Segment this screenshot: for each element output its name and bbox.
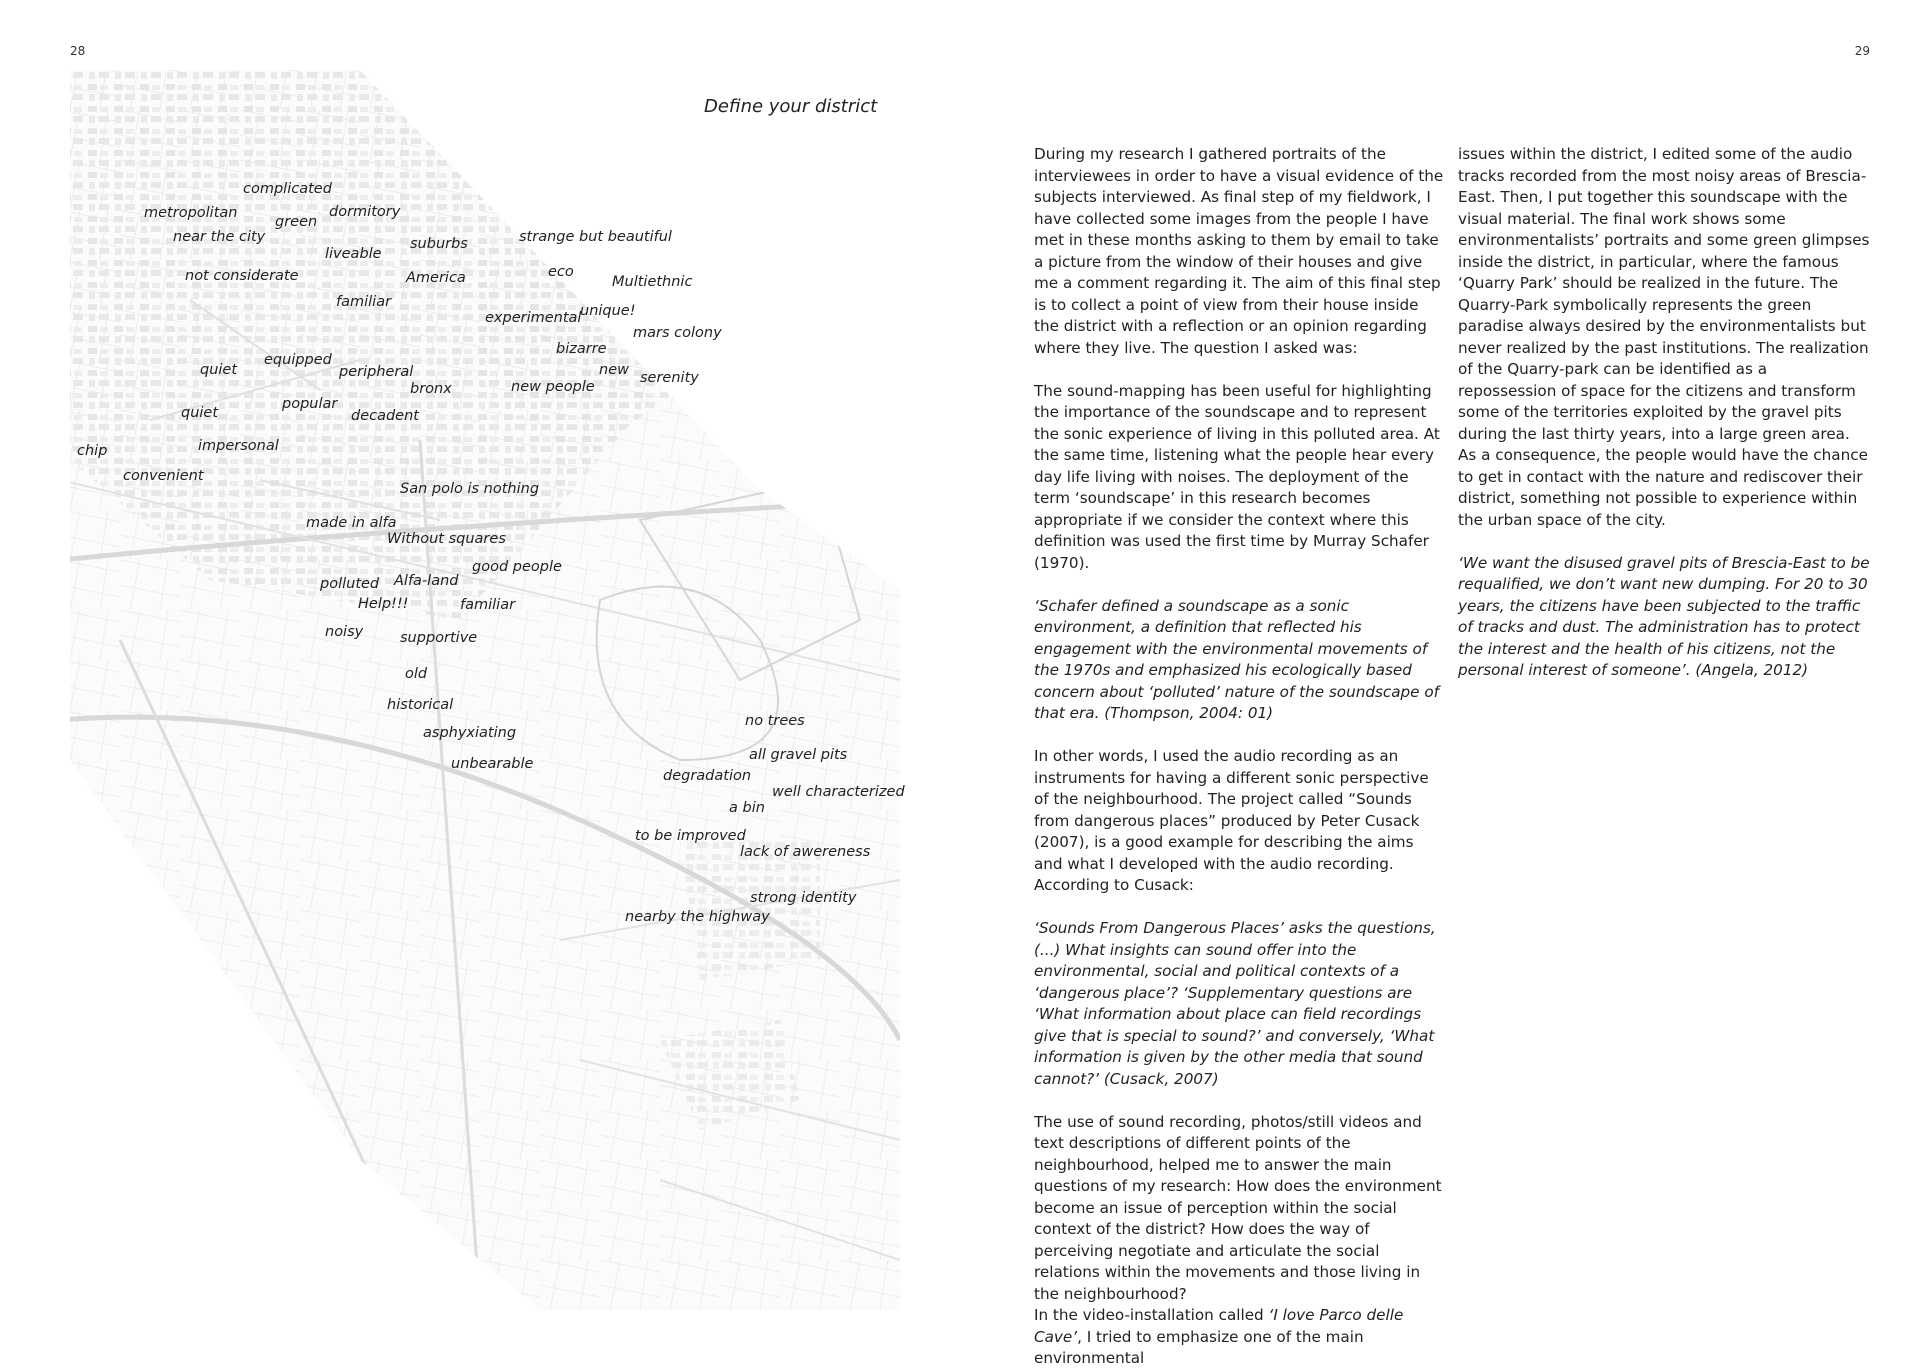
map-word: complicated xyxy=(243,181,332,197)
map-word: eco xyxy=(548,264,574,280)
map-word: degradation xyxy=(663,768,752,784)
map-word: green xyxy=(275,214,318,230)
map-word: unique! xyxy=(580,303,636,319)
map-word: old xyxy=(405,666,428,682)
paragraph: The use of sound recording, photos/still videos and text descriptions of different points of the neighbourhood, helped me to answer the main questions of my research: How does the environment become an issue of perception within the social context of the district? How does the way of perceiving negotiate and articulate the social relations within the movements and those living in the neighbourhood? xyxy=(1034,1112,1442,1303)
map-word: quiet xyxy=(181,405,219,421)
map-word: convenient xyxy=(123,468,204,484)
map-word: near the city xyxy=(173,229,266,245)
map-word: Multiethnic xyxy=(612,274,693,290)
map-word: popular xyxy=(282,396,338,412)
map-word: suburbs xyxy=(410,236,468,252)
text-column-1 xyxy=(1034,144,1446,1370)
map-word: metropolitan xyxy=(144,205,238,221)
map-word: decadent xyxy=(351,408,419,424)
paragraph: During my research I gathered portraits of the interviewees in order to have a visual evidence of the subjects interviewed. As final step of my fieldwork, I have collected some images from the people I have met in these months asking to them by email to take a picture from the window of their houses and give me a comment regarding it. The aim of this final step is to collect a point of view from their house inside the district with a reflection or an opinion regarding where they live. The question I asked was: xyxy=(1034,145,1444,357)
paragraph: The sound-mapping has been useful for highlighting the importance of the soundscape and to represent the sonic experience of living in this polluted area. At the same time, listening what the people hear every day life living with noises. The deployment of the term ‘soundscape’ in this research becomes appropriate if we consider the context where this definition was used the first time by Murray Schafer (1970). xyxy=(1034,381,1440,572)
map-word: dormitory xyxy=(329,204,401,220)
paragraph-text: In the video-installation called xyxy=(1034,1306,1269,1324)
map-word: good people xyxy=(472,559,562,575)
map-word: Help!!! xyxy=(358,596,409,612)
text-column-2 xyxy=(1458,144,1870,703)
map-word: lack of awereness xyxy=(740,844,871,860)
map-word: strange but beautiful xyxy=(519,229,672,245)
paragraph xyxy=(1034,1305,1446,1370)
quote: ‘Schafer defined a soundscape as a sonic environment, a definition that reflected his engagement with the environmental movements of the 1970s and emphasized his ecologically based concern about ‘polluted’ nature of the soundscape of that era. (Thompson, 2004: 01) xyxy=(1034,596,1439,722)
map-word: familiar xyxy=(460,597,516,613)
installation-title: ‘I love Parco delle Cave’ xyxy=(1034,1306,1404,1346)
map-word: mars colony xyxy=(633,325,722,341)
map-word: supportive xyxy=(400,630,478,646)
map-word: asphyxiating xyxy=(423,725,517,741)
map-word: Without squares xyxy=(387,531,506,547)
map-word: no trees xyxy=(745,713,805,729)
map-word: unbearable xyxy=(451,756,534,772)
map-word: not considerate xyxy=(185,268,299,284)
map-word: familiar xyxy=(336,294,392,310)
page-number-right: 29 xyxy=(1854,44,1870,58)
map-word: polluted xyxy=(320,576,380,592)
map-word: all gravel pits xyxy=(749,747,848,763)
map-word: experimental xyxy=(485,310,582,326)
map-word: liveable xyxy=(325,246,382,262)
map-word: bizarre xyxy=(556,341,607,357)
map-word: strong identity xyxy=(750,890,857,906)
quote: ‘Sounds From Dangerous Places’ asks the questions, (...) What insights can sound offer into the environmental, social and political contexts of a ‘dangerous place’? ‘Supplementary questions are ‘What information about place can field recordings give that is special to sound?’ and conversely, ‘What information is given by the other media that sound cannot?’ (Cusack, 2007) xyxy=(1034,919,1436,1088)
map-word: America xyxy=(406,270,466,286)
map-word: equipped xyxy=(264,352,332,368)
paragraph-text: , I tried to emphasize one of the main environmental xyxy=(1034,1327,1364,1367)
district-map xyxy=(60,60,900,1310)
map-word: bronx xyxy=(410,381,452,397)
map-word: Alfa-land xyxy=(394,573,459,589)
map-word: San polo is nothing xyxy=(400,481,540,497)
map-word: a bin xyxy=(729,800,765,816)
map-word: serenity xyxy=(640,370,699,386)
map-word: noisy xyxy=(325,624,364,640)
page-title: Define your district xyxy=(704,96,878,117)
map-word: historical xyxy=(387,697,454,713)
map-word: well characterized xyxy=(772,784,905,800)
map-word: peripheral xyxy=(339,364,414,380)
map-word: new xyxy=(599,362,629,378)
map-word: to be improved xyxy=(635,828,746,844)
paragraph: In other words, I used the audio recording as an instruments for having a different sonic perspective of the neighbourhood. The project called “Sounds from dangerous places” produced by Peter Cusack (2007), is a good example for describing the aims and what I developed with the audio recording. According to Cusack: xyxy=(1034,747,1429,894)
map-word: made in alfa xyxy=(306,515,397,531)
page-number-left: 28 xyxy=(70,44,86,58)
paragraph: issues within the district, I edited some of the audio tracks recorded from the most noisy areas of Brescia-East. Then, I put together this soundscape with the visual material. The final work shows some environmentalists’ portraits and some green glimpses inside the district, in particular, where the famous ‘Quarry Park’ should be realized in the future. The Quarry-Park symbolically represents the green paradise always desired by the environmentalists but never realized by the past institutions. The realization of the Quarry-park can be identified as a repossession of space for the citizens and transform some of the territories exploited by the gravel pits during the last thirty years, into a large green area. As a consequence, the people would have the chance to get in contact with the nature and rediscover their district, something not possible to experience within the urban space of the city. xyxy=(1458,145,1870,529)
map-word: new people xyxy=(511,379,595,395)
map-word: nearby the highway xyxy=(625,909,770,925)
map-word: chip xyxy=(77,443,108,459)
map-word: quiet xyxy=(200,362,238,378)
map-word: impersonal xyxy=(198,438,279,454)
quote: ‘We want the disused gravel pits of Brescia-East to be requalified, we don’t want new dumping. For 20 to 30 years, the citizens have been subjected to the traffic of tracks and dust. The administration has to protect the interest and the health of his citizens, not the personal interest of someone’. (Angela, 2012) xyxy=(1458,553,1870,679)
